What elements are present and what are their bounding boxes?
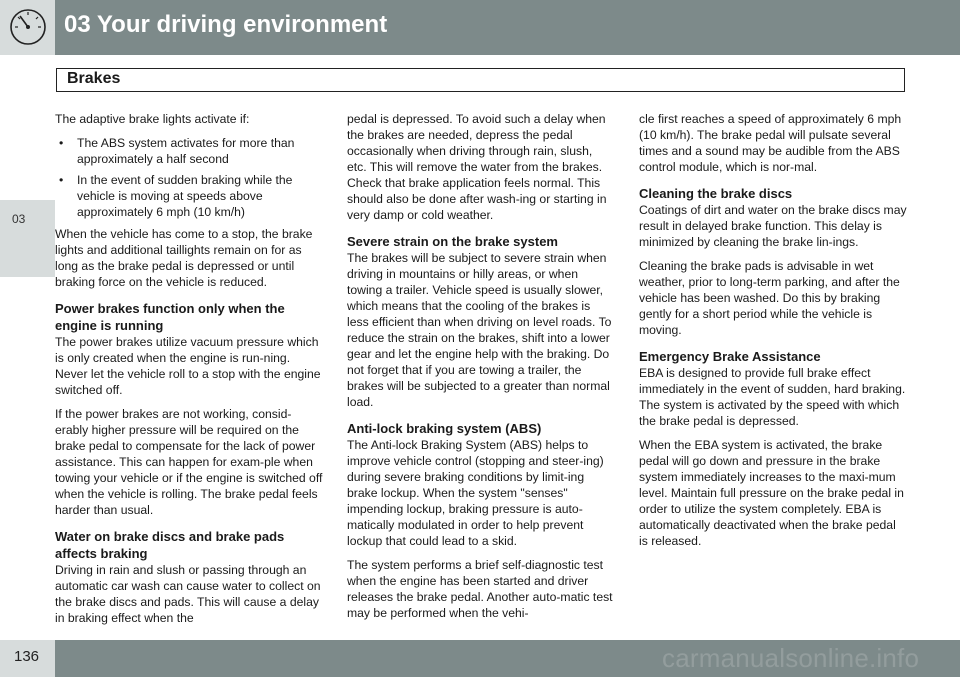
paragraph: EBA is designed to provide full brake effect immediately in the event of sudden, hard braking. The system is activated by the speed with which the brake pedal is depressed. (639, 366, 906, 428)
paragraph: pedal is depressed. To avoid such a delay when the brakes are needed, depress the pedal occasionally when driving through rain, slush, etc. This will remove the water from the brakes. Check that brake application feels normal. This should also be done after wash-ing or starting in very damp or cold weather. (347, 112, 607, 222)
bullet-list (55, 135, 323, 220)
heading-power-brakes: Power brakes function only when the engine is running (55, 301, 285, 333)
text-column-2 (347, 111, 615, 629)
chapter-icon-box (0, 0, 55, 55)
list-item: • In the event of sudden braking while the vehicle is moving at speeds above approximately 6 mph (10 km/h) (59, 173, 293, 219)
paragraph: Driving in rain and slush or passing through an automatic car wash can cause water to collect on the brake discs and pads. This will cause a delay in braking effect when the (55, 563, 321, 625)
paragraph: The system performs a brief self-diagnostic test when the engine has been started and driver releases the brake pedal. Another auto-matic test may be performed when the vehi- (347, 558, 613, 620)
intro-paragraph: The adaptive brake lights activate if: (55, 112, 250, 126)
text-column-1 (55, 111, 323, 634)
paragraph: Coatings of dirt and water on the brake discs may result in delayed brake function. This delay is minimized by cleaning the brake lin-ings. (639, 203, 907, 249)
list-item: • The ABS system activates for more than approximately a half second (59, 136, 295, 166)
paragraph: When the EBA system is activated, the brake pedal will go down and pressure in the brake system immediately increases to the maxi-mum level. Maintain full pressure on the brake pedal in order to utilize the system completely. EBA is automatically deactivated when the brake pedal is released. (639, 438, 904, 548)
chapter-title: 03 Your driving environment (64, 11, 388, 38)
paragraph: The power brakes utilize vacuum pressure which is only created when the engine is run-ning. Never let the vehicle roll to a stop with the engine switched off. (55, 335, 321, 397)
paragraph: Cleaning the brake pads is advisable in wet weather, prior to long-term parking, and after the vehicle has been washed. Do this by braking gently for a short period while the vehicle is moving. (639, 259, 900, 337)
section-header (56, 68, 905, 92)
heading-abs: Anti-lock braking system (ABS) (347, 421, 542, 436)
speedometer-icon (8, 7, 48, 47)
side-chapter-label: 03 (12, 212, 26, 226)
paragraph: The Anti-lock Braking System (ABS) helps to improve vehicle control (stopping and steer-ing) during severe braking conditions by limit-ing brake lockup. When the system "senses" impending lockup, braking pressure is auto-matically modulated in order to help prevent lockup that could lead to a skid. (347, 438, 604, 548)
heading-severe-strain: Severe strain on the brake system (347, 234, 558, 249)
heading-cleaning-discs: Cleaning the brake discs (639, 186, 793, 201)
text-column-3 (639, 111, 907, 557)
paragraph: If the power brakes are not working, consid-erably higher pressure will be required on the brake pedal to compensate for the lack of power assistance. This can happen for exam-ple when towing your vehicle or if the engine is switched off when the vehicle is rolling. The brake pedal feels harder than usual. (55, 407, 323, 517)
paragraph: The brakes will be subject to severe strain when driving in mountains or hilly areas, or when towing a trailer. Vehicle speed is usually slower, which means that the cooling of the brakes is less efficient than when driving on level roads. To reduce the strain on the brakes, shift into a lower gear and let the engine help with the braking. Do not forget that if you are towing a trailer, the brakes will be subjected to a greater than normal load. (347, 251, 612, 409)
heading-water-on-brakes: Water on brake discs and brake pads affects braking (55, 529, 285, 561)
paragraph: When the vehicle has come to a stop, the brake lights and additional taillights remain on for as long as the brake pedal is depressed or until braking force on the vehicle is reduced. (55, 227, 313, 289)
heading-emergency-brake-assistance: Emergency Brake Assistance (639, 349, 821, 364)
page-number: 136 (14, 648, 40, 665)
watermark-text: carmanualsonline.info (662, 643, 920, 673)
bullet-icon: • (59, 136, 64, 150)
bullet-icon: • (59, 173, 64, 187)
section-title: Brakes (67, 70, 121, 87)
side-chapter-tab (0, 200, 55, 277)
paragraph: cle first reaches a speed of approximately 6 mph (10 km/h). The brake pedal will pulsate several times and a sound may be audible from the ABS control module, which is nor-mal. (639, 112, 902, 174)
